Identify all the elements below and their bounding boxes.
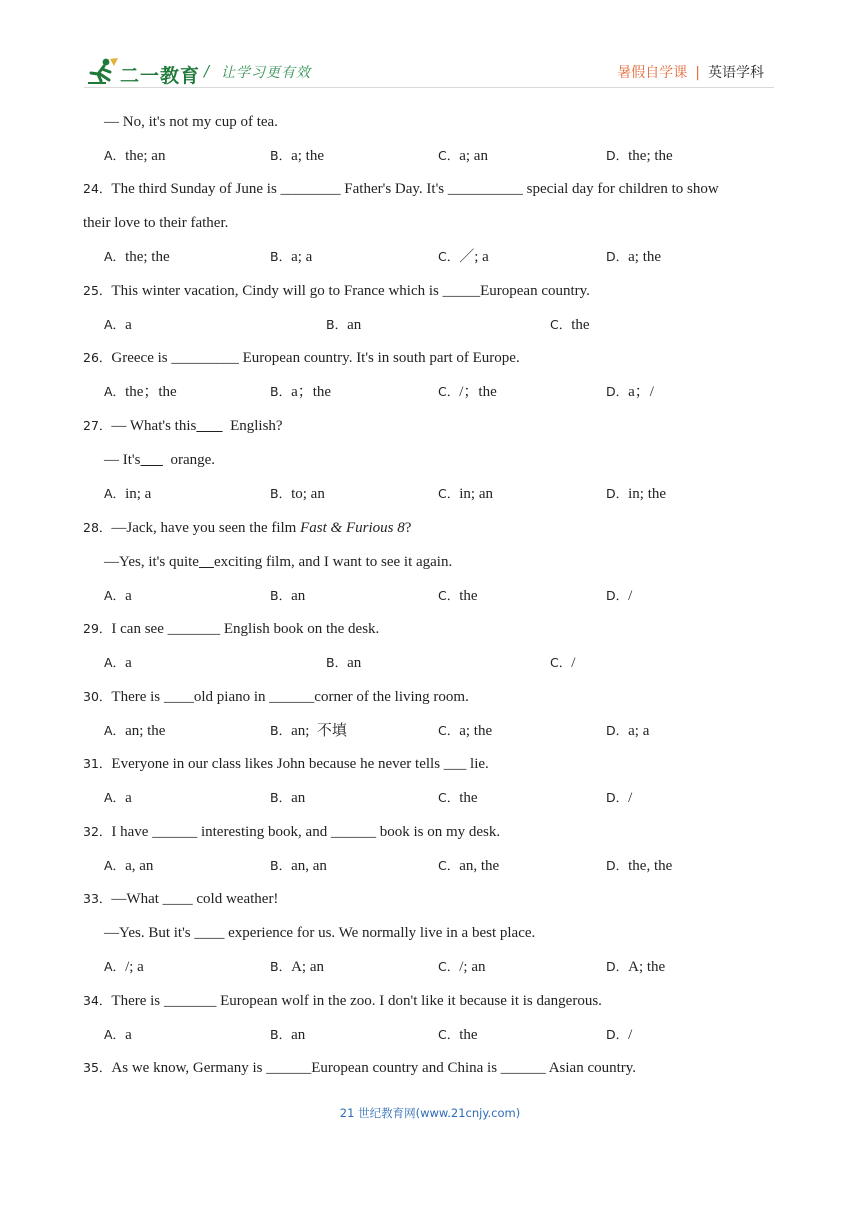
option-letter: C． <box>438 588 460 603</box>
answer-option <box>550 654 575 672</box>
answer-option <box>104 383 177 401</box>
option-text: an <box>347 317 362 333</box>
option-letter: A． <box>104 148 126 163</box>
question-text: There is ____old piano in ______corner of the living room. <box>111 689 469 705</box>
option-letter: A． <box>104 959 126 974</box>
header-course-info <box>617 62 764 82</box>
option-text: /；the <box>459 384 497 400</box>
answer-option <box>270 789 305 807</box>
question-text: — It's <box>104 452 141 468</box>
question-text: —What ____ cold weather! <box>111 891 279 907</box>
option-letter: B． <box>270 588 292 603</box>
answer-option <box>606 722 649 740</box>
question-29 <box>83 620 379 638</box>
option-text: a；the <box>291 384 332 400</box>
question-text: This winter vacation, Cindy will go to France which is _____European country. <box>111 283 590 299</box>
answer-blank <box>199 554 214 570</box>
option-text: the；the <box>125 384 177 400</box>
option-text: an <box>291 588 306 604</box>
answer-option <box>606 1026 632 1044</box>
question-text: — No, it's not my cup of tea. <box>104 114 278 130</box>
option-letter: A． <box>104 384 126 399</box>
option-letter: D． <box>606 723 629 738</box>
header-rule <box>84 87 774 88</box>
question-text: —Jack, have you seen the film <box>111 520 301 536</box>
option-text: a <box>125 790 132 806</box>
answer-option <box>438 958 485 976</box>
option-text: an; 不填 <box>291 723 347 739</box>
option-text: A; the <box>628 959 666 975</box>
answer-blank <box>140 452 163 468</box>
answer-option <box>270 147 324 165</box>
option-letter: A． <box>104 723 126 738</box>
answer-option <box>550 316 590 334</box>
option-letter: A． <box>104 588 126 603</box>
answer-option <box>104 789 132 807</box>
option-text: the <box>459 790 478 806</box>
question-27 <box>83 417 283 435</box>
option-text: / <box>628 588 633 604</box>
answer-option <box>606 248 661 266</box>
option-text: /; an <box>459 959 486 975</box>
option-text: in; the <box>628 486 667 502</box>
option-text: a, an <box>125 858 154 874</box>
answer-option <box>104 722 165 740</box>
answer-option <box>606 857 672 875</box>
question-number: 26． <box>83 350 112 365</box>
question-number: 29． <box>83 621 112 636</box>
answer-option <box>606 958 665 976</box>
option-letter: A． <box>104 317 126 332</box>
logo-text: 二一教育 <box>120 65 201 87</box>
option-text: / <box>571 655 576 671</box>
header-divider: | <box>695 65 700 81</box>
option-text: a; the <box>628 249 662 265</box>
answer-option <box>104 857 153 875</box>
option-letter: A． <box>104 858 126 873</box>
option-letter: C． <box>438 858 460 873</box>
option-text: ／; a <box>459 249 489 265</box>
answer-option <box>270 248 312 266</box>
option-letter: C． <box>438 1027 460 1042</box>
option-text: an <box>291 1027 306 1043</box>
option-letter: B． <box>270 723 292 738</box>
answer-blank <box>196 418 222 434</box>
option-text: / <box>628 1027 633 1043</box>
option-letter: C． <box>550 655 572 670</box>
option-text: to; an <box>291 486 325 502</box>
answer-option <box>438 1026 478 1044</box>
option-letter: B． <box>270 486 292 501</box>
question-32 <box>83 823 500 841</box>
option-letter: C． <box>438 384 460 399</box>
question-28-answer <box>104 553 452 571</box>
answer-option <box>104 587 132 605</box>
answer-option <box>104 654 132 672</box>
option-letter: D． <box>606 858 629 873</box>
option-letter: B． <box>270 148 292 163</box>
answer-option <box>438 383 497 401</box>
question-34 <box>83 992 602 1010</box>
answer-option <box>606 587 632 605</box>
option-letter: D． <box>606 249 629 264</box>
question-number: 25． <box>83 283 112 298</box>
question-text: English? <box>222 418 283 434</box>
option-letter: C． <box>550 317 572 332</box>
question-text: Everyone in our class likes John because he never tells ___ lie. <box>111 756 489 772</box>
answer-option <box>606 485 666 503</box>
question-28 <box>83 519 411 537</box>
option-letter: D． <box>606 959 629 974</box>
answer-option <box>270 1026 305 1044</box>
answer-option <box>326 316 361 334</box>
question-24 <box>83 180 719 198</box>
question-text: The third Sunday of June is ________ Father's Day. It's __________ special day for children to show <box>111 181 719 197</box>
question-number: 27． <box>83 418 112 433</box>
answer-option <box>438 857 499 875</box>
answer-option <box>104 1026 132 1044</box>
option-text: the <box>459 1027 478 1043</box>
option-letter: D． <box>606 1027 629 1042</box>
option-text: a; the <box>291 148 324 164</box>
answer-option <box>606 147 673 165</box>
option-text: the; the <box>125 249 170 265</box>
question-text: ? <box>404 520 412 536</box>
option-text: the, the <box>628 858 673 874</box>
option-text: an; the <box>125 723 166 739</box>
answer-option <box>270 958 324 976</box>
option-letter: A． <box>104 655 126 670</box>
answer-option <box>438 485 493 503</box>
option-text: a <box>125 317 132 333</box>
question-text: As we know, Germany is ______European country and China is ______ Asian country. <box>111 1060 637 1076</box>
option-letter: C． <box>438 148 460 163</box>
question-number: 28． <box>83 520 112 535</box>
page-header <box>0 0 860 100</box>
option-text: an, an <box>291 858 327 874</box>
option-text: an <box>347 655 362 671</box>
option-letter: C． <box>438 959 460 974</box>
course-label: 暑假自学课 <box>617 65 688 81</box>
option-letter: C． <box>438 723 460 738</box>
option-text: the; the <box>628 148 673 164</box>
option-letter: C． <box>438 249 460 264</box>
answer-option <box>104 248 170 266</box>
question-number: 34． <box>83 993 112 1008</box>
option-letter: B． <box>270 249 292 264</box>
option-letter: B． <box>270 790 292 805</box>
question-number: 30． <box>83 689 112 704</box>
question-text: their love to their father. <box>83 215 229 231</box>
question-number: 31． <box>83 756 112 771</box>
answer-option <box>270 587 305 605</box>
film-title: Fast & Furious 8 <box>300 520 405 536</box>
option-letter: B． <box>270 959 292 974</box>
question-number: 24． <box>83 181 112 196</box>
answer-option <box>270 383 331 401</box>
answer-option <box>438 147 488 165</box>
option-text: /; a <box>125 959 144 975</box>
question-text: —Yes. But it's ____ experience for us. We normally live in a best place. <box>104 925 536 941</box>
header-slogan: 让学习更有效 <box>221 65 311 81</box>
option-text: the; an <box>125 148 166 164</box>
question-number: 32． <box>83 824 112 839</box>
question-26 <box>83 349 520 367</box>
question-text: I have ______ interesting book, and ______ book is on my desk. <box>111 824 501 840</box>
question-number: 35． <box>83 1060 112 1075</box>
option-letter: A． <box>104 249 126 264</box>
option-text: a; a <box>628 723 650 739</box>
option-letter: A． <box>104 486 126 501</box>
question-text: orange. <box>162 452 216 468</box>
option-letter: D． <box>606 148 629 163</box>
option-text: a <box>125 655 132 671</box>
option-letter: B． <box>326 655 348 670</box>
option-text: in; a <box>125 486 152 502</box>
header-separator: / <box>204 62 210 80</box>
question-text: —Yes, it's quite <box>104 554 199 570</box>
option-letter: D． <box>606 486 629 501</box>
option-letter: D． <box>606 384 629 399</box>
answer-option <box>104 958 144 976</box>
option-letter: D． <box>606 588 629 603</box>
option-text: a; the <box>459 723 493 739</box>
question-30 <box>83 688 469 706</box>
answer-option <box>270 857 327 875</box>
option-letter: B． <box>270 384 292 399</box>
answer-option <box>438 248 489 266</box>
option-text: in; an <box>459 486 493 502</box>
answer-option <box>270 485 325 503</box>
question-text: There is _______ European wolf in the zoo. I don't like it because it is dangerous. <box>111 993 602 1009</box>
question-number: 33． <box>83 891 112 906</box>
answer-option <box>606 789 632 807</box>
answer-option <box>326 654 361 672</box>
question-text: — What's this <box>111 418 197 434</box>
subject-label: 英语学科 <box>708 65 764 81</box>
option-letter: A． <box>104 790 126 805</box>
answer-option <box>104 147 165 165</box>
answer-option <box>438 587 478 605</box>
question-text: exciting film, and I want to see it again. <box>213 554 453 570</box>
option-text: a <box>125 1027 132 1043</box>
option-text: the <box>459 588 478 604</box>
option-text: a; an <box>459 148 488 164</box>
option-text: A; an <box>291 959 324 975</box>
option-text: the <box>571 317 590 333</box>
option-text: a；/ <box>628 384 654 400</box>
option-text: a <box>125 588 132 604</box>
question-35 <box>83 1059 636 1077</box>
answer-option <box>104 316 132 334</box>
option-text: an, the <box>459 858 500 874</box>
answer-option <box>606 383 654 401</box>
answer-option <box>438 722 492 740</box>
answer-option <box>438 789 478 807</box>
option-letter: D． <box>606 790 629 805</box>
question-33 <box>83 890 278 908</box>
answer-option <box>270 722 347 740</box>
option-letter: B． <box>326 317 348 332</box>
question-27-answer <box>104 451 215 469</box>
option-text: a; a <box>291 249 313 265</box>
option-text: an <box>291 790 306 806</box>
option-letter: C． <box>438 486 460 501</box>
question-25 <box>83 282 590 300</box>
question-text: Greece is _________ European country. It's in south part of Europe. <box>111 350 520 366</box>
option-text: / <box>628 790 633 806</box>
page-footer: 21 世纪教育网(www.21cnjy.com) <box>339 1106 521 1120</box>
question-31 <box>83 755 489 773</box>
question-text: I can see _______ English book on the desk. <box>111 621 380 637</box>
option-letter: C． <box>438 790 460 805</box>
option-letter: A． <box>104 1027 126 1042</box>
option-letter: B． <box>270 858 292 873</box>
option-letter: B． <box>270 1027 292 1042</box>
answer-option <box>104 485 151 503</box>
